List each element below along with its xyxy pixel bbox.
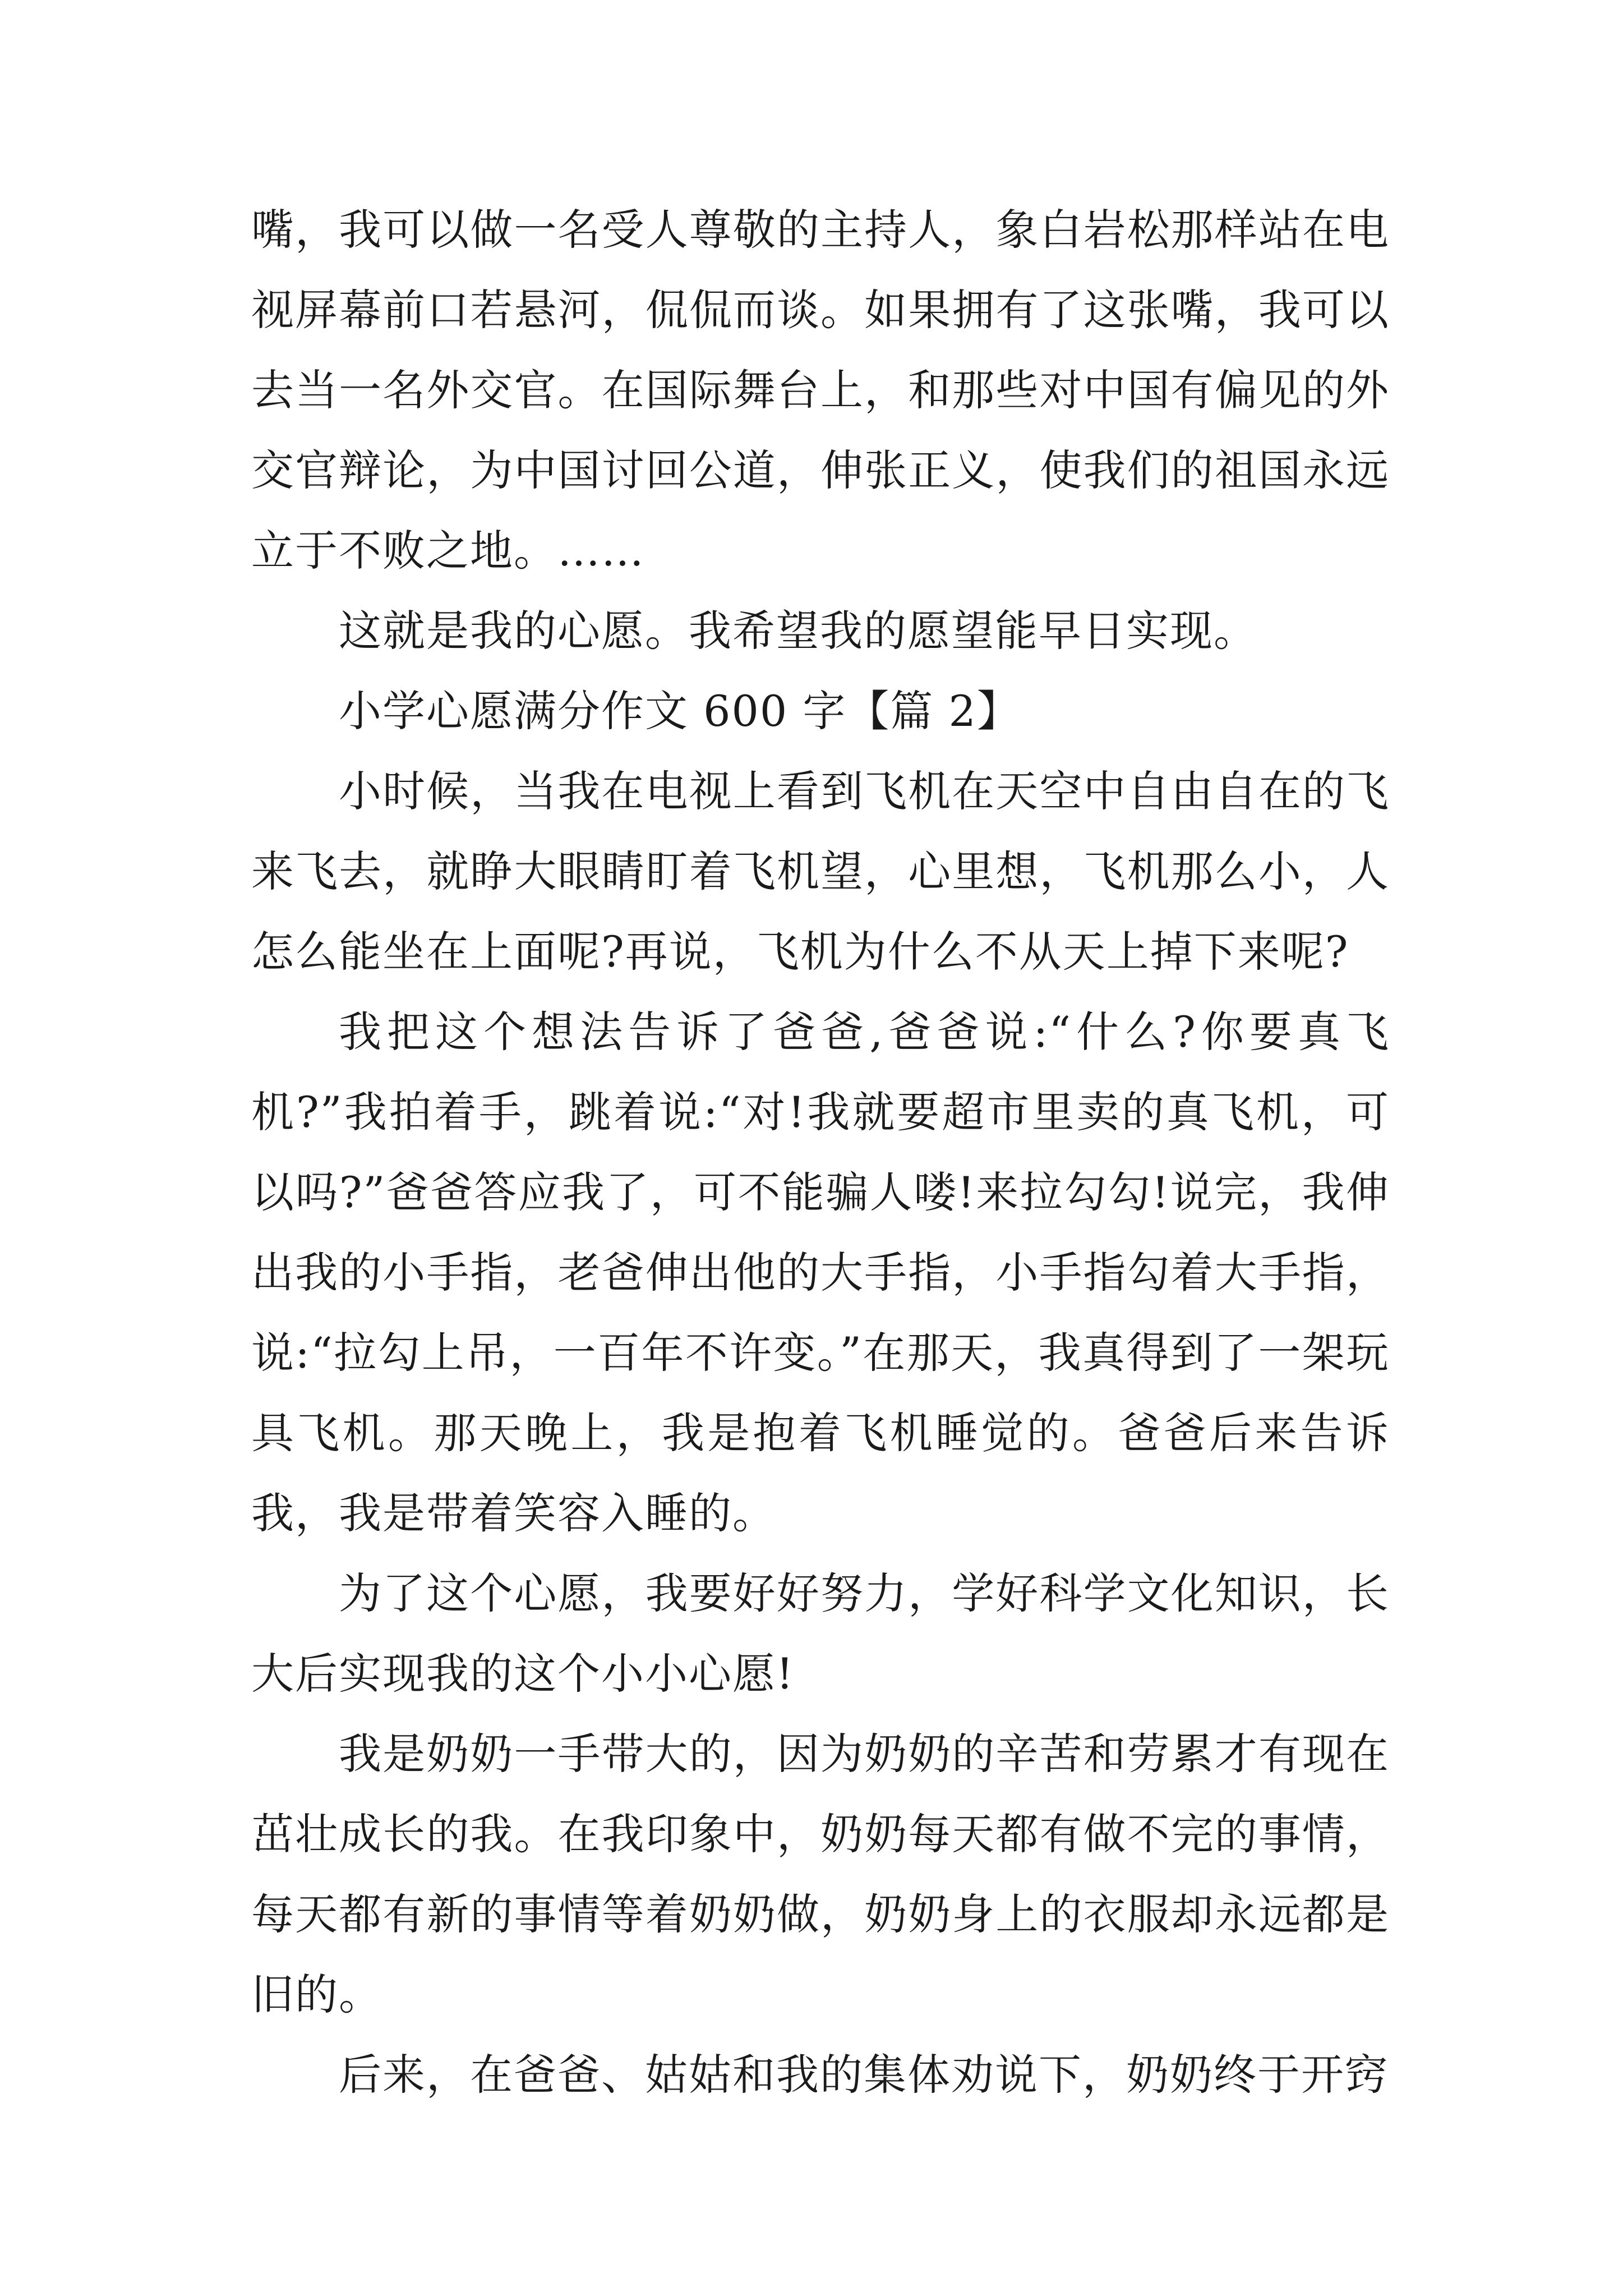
paragraph-family-persuasion: 后来，在爸爸、姑姑和我的集体劝说下，奶奶终于开窍 <box>339 2050 1389 2100</box>
paragraph-continuation: 嘴，我可以做一名受人尊敬的主持人，象白岩松那样站在电视屏幕前口若悬河，侃侃而谈。如果拥有了这张嘴，我可以去当一名外交官。在国际舞台上，和那些对中国有偏见的外交官辩论，为中国讨回公道，伸张正义，使我们的祖国永远立于不败之地。…… <box>251 205 1390 576</box>
document-body <box>251 190 1390 2115</box>
paragraph-father-dialogue: 我把这个想法告诉了爸爸,爸爸说:“什么?你要真飞机?”我拍着手，跳着说:“对!我就要超市里卖的真飞机，可以吗?”爸爸答应我了，可不能骗人喽!来拉勾勾!说完，我伸出我的小手指，老爸伸出他的大手指，小手指勾着大手指，说:“拉勾上吊，一百年不许变。”在那天，我真得到了一架玩具飞机。那天晚上，我是抱着飞机睡觉的。爸爸后来告诉我，我是带着笑容入睡的。 <box>251 1007 1390 1538</box>
paragraph-childhood-airplane: 小时候，当我在电视上看到飞机在天空中自由自在的飞来飞去，就睁大眼睛盯着飞机望，心里想，飞机那么小，人怎么能坐在上面呢?再说，飞机为什么不从天上掉下来呢? <box>251 766 1390 977</box>
paragraph-wish-conclusion: 这就是我的心愿。我希望我的愿望能早日实现。 <box>339 606 1257 656</box>
paragraph-grandmother: 我是奶奶一手带大的，因为奶奶的辛苦和劳累才有现在茁壮成长的我。在我印象中，奶奶每天都有做不完的事情，每天都有新的事情等着奶奶做，奶奶身上的衣服却永远都是旧的。 <box>251 1729 1390 2019</box>
essay-heading: 小学心愿满分作文 600 字【篇 2】 <box>339 686 1021 736</box>
paragraph-resolution: 为了这个心愿，我要好好努力，学好科学文化知识，长大后实现我的这个小小心愿! <box>251 1568 1390 1699</box>
